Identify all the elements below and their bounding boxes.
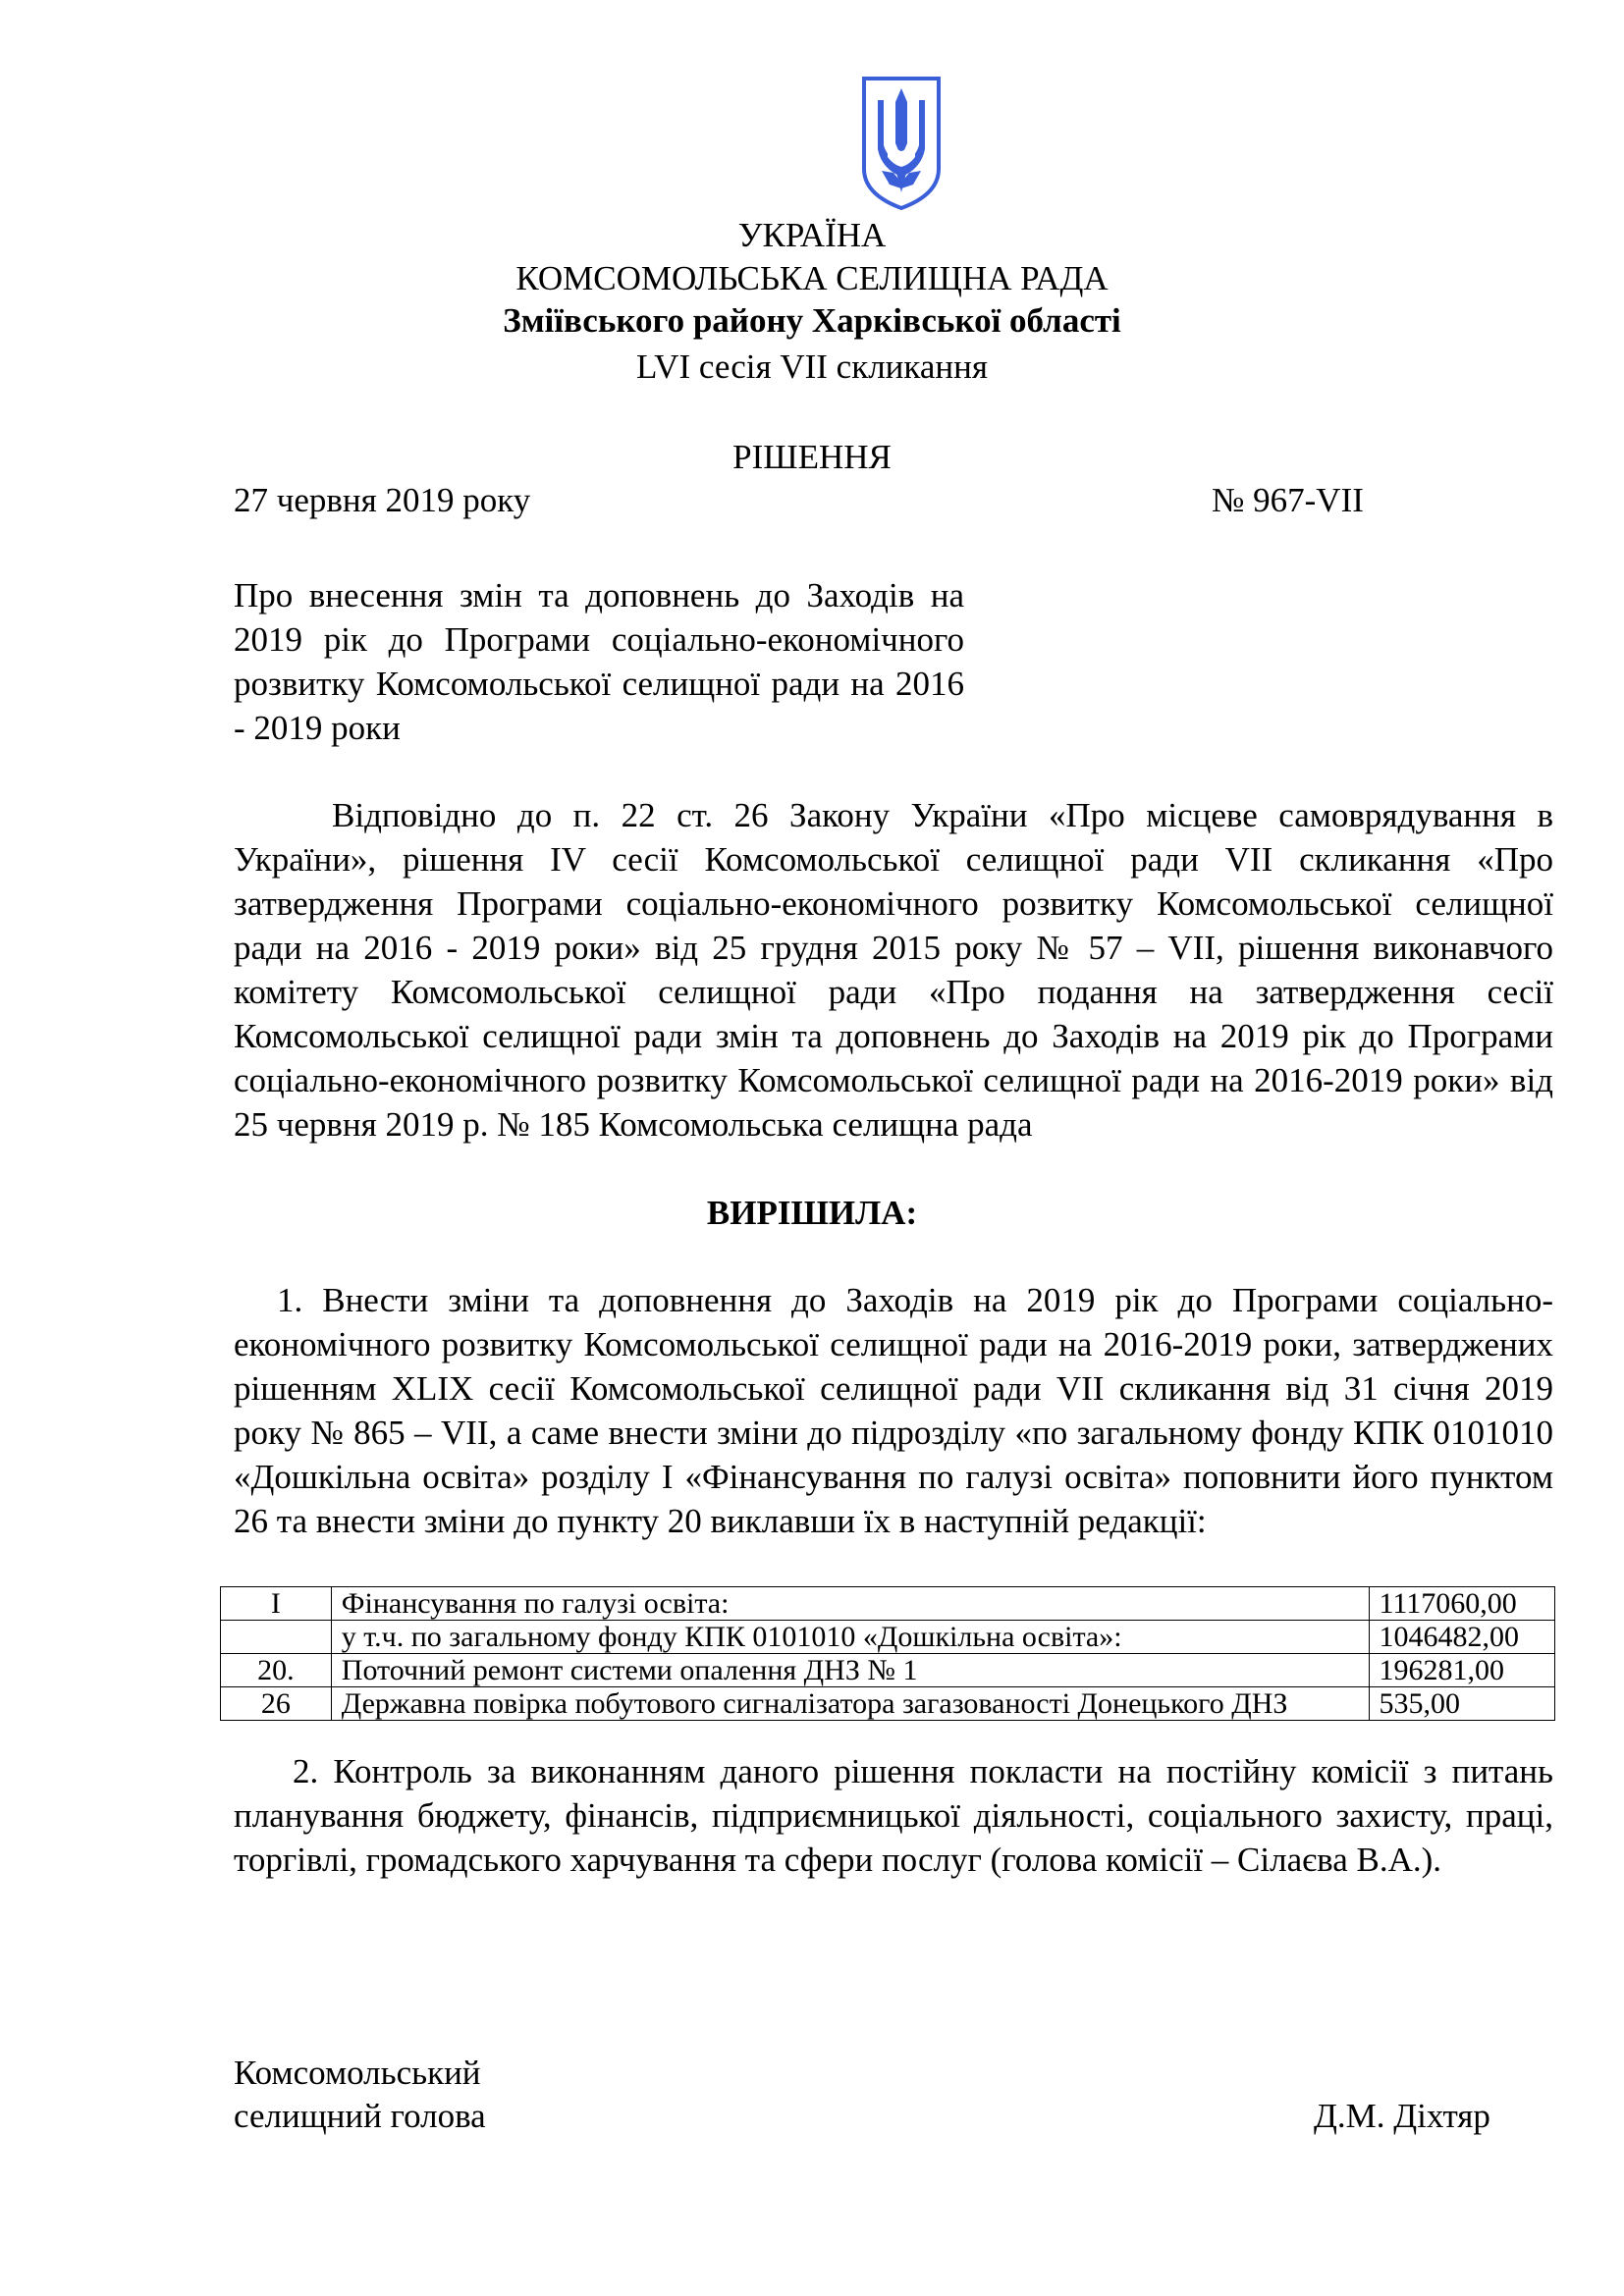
row-name: Фінансування по галузі освіта: [331, 1587, 1369, 1621]
preamble-paragraph: Відповідно до п. 22 ст. 26 Закону України «Про місцеве самоврядування в України», рішення IV сесії Комсомольської селищної ради VII скликання «Про затвердження Програми соціально-економічного розвитку Комсомольської селищної ради на 2016 - 2019 роки» від 25 грудня 2015 року № 57 – VII, рішення виконавчого комітету Комсомольської селищної ради «Про подання на затвердження сесії Комсомольської селищної ради змін та доповнень до Заходів на 2019 рік до Програми соціально-економічного розвитку Комсомольської селищної ради на 2016-2019 роки» від 25 червня 2019 р. № 185 Комсомольська селищна рада [234, 796, 1553, 1144]
row-amount: 1117060,00 [1369, 1587, 1554, 1621]
row-amount: 1046482,00 [1369, 1621, 1554, 1654]
signatory-name: Д.М. Діхтяр [1314, 2097, 1490, 2135]
row-name: у т.ч. по загальному фонду КПК 0101010 «Дошкільна освіта»: [331, 1621, 1369, 1654]
row-name: Державна повірка побутового сигналізатора загазованості Донецького ДНЗ [331, 1687, 1369, 1721]
item-1-paragraph: 1. Внести зміни та доповнення до Заходів на 2019 рік до Програми соціально-економічного розвитку Комсомольської селищної ради на 2016-2019 роки, затверджених рішенням XLIX сесії Комсомольської селищної ради VII скликання від 31 січня 2019 року № 865 – VII, а саме внести зміни до підрозділу «по загальному фонду КПК 0101010 «Дошкільна освіта» розділу І «Фінансування по галузі освіта» поповнити його пунктом 26 та внести зміни до пункту 20 виклавши їх в наступній редакції: [234, 1281, 1553, 1540]
row-code: 26 [221, 1687, 332, 1721]
row-code [221, 1621, 332, 1654]
country-heading: УКРАЇНА [737, 216, 887, 254]
decision-subject: Про внесення змін та доповнень до Заходів на 2019 рік до Програми соціально-економічного розвитку Комсомольської селищної ради на 2016 - 2019 роки [234, 576, 964, 747]
table-row [221, 1621, 1555, 1654]
decision-date: 27 червня 2019 року [234, 481, 531, 519]
signatory-title-line-2: селищний голова [234, 2097, 486, 2135]
row-name: Поточний ремонт системи опалення ДНЗ № 1 [331, 1654, 1369, 1687]
session-heading: LVI сесія VII скликання [636, 347, 988, 386]
coat-of-arms-trident-icon [858, 75, 945, 212]
signatory-title-line-1: Комсомольський [234, 2054, 481, 2092]
item-2-paragraph: 2. Контроль за виконанням даного рішення покласти на постійну комісії з питань планування бюджету, фінансів, підприємницької діяльності, соціального захисту, праці, торгівлі, громадського харчування та сфери послуг (голова комісії – Сілаєва В.А.). [234, 1752, 1553, 1879]
decided-heading: ВИРІШИЛА: [706, 1194, 918, 1232]
row-amount: 535,00 [1369, 1687, 1554, 1721]
council-heading: КОМСОМОЛЬСЬКА СЕЛИЩНА РАДА [515, 259, 1109, 297]
table-row [221, 1687, 1555, 1721]
row-code: 20. [221, 1654, 332, 1687]
district-heading: Зміївського району Харківської області [503, 301, 1121, 340]
decision-number: № 967-VII [1212, 481, 1364, 519]
budget-table [220, 1586, 1555, 1721]
table-row [221, 1654, 1555, 1687]
row-code: І [221, 1587, 332, 1621]
table-row [221, 1587, 1555, 1621]
row-amount: 196281,00 [1369, 1654, 1554, 1687]
document-type-heading: РІШЕННЯ [732, 438, 892, 476]
